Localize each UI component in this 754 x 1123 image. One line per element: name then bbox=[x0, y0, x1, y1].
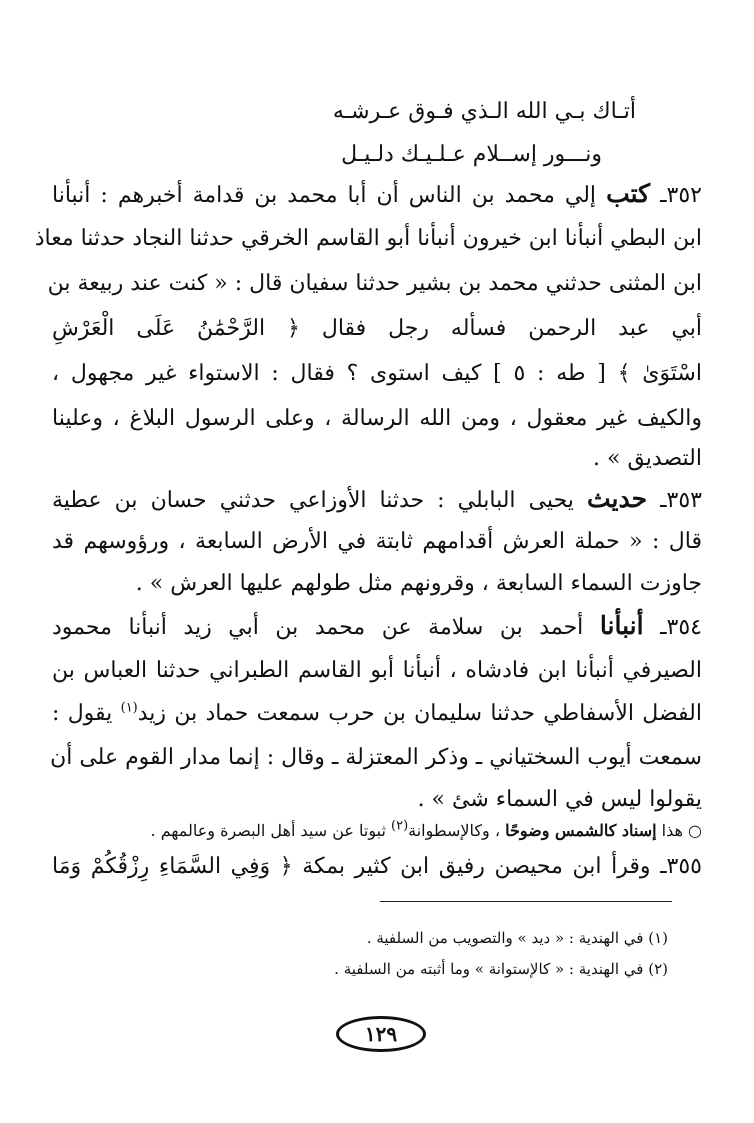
hadith-heading: كتب bbox=[606, 179, 651, 208]
hadith-number: ٣٥٢ـ bbox=[660, 183, 702, 208]
hadith-354-line-3: الفضل الأسفاطي حدثنا سليمان بن حرب سمعت حماد بن زيد$^{(١)}$ يقول : bbox=[52, 700, 702, 726]
hadith-number: ٣٥٤ـ bbox=[660, 615, 702, 640]
hadith-352-line-7: التصديق » . bbox=[593, 446, 702, 471]
hadith-number: ٣٥٣ـ bbox=[660, 488, 702, 513]
footnote-1: (١) في الهندية : « ديد » والتصويب من السلفية . bbox=[366, 929, 668, 947]
hadith-354-line-1: ٣٥٤ـ أنبأنا أحمد بن سلامة عن محمد بن أبي زيد أنبأنا محمود bbox=[52, 611, 702, 640]
footnote-divider bbox=[380, 901, 672, 902]
hadith-352-line-4: أبي عبد الرحمن فسأله رجل فقال ﴿ الرَّحْمَٰنُ عَلَى الْعَرْشِ bbox=[52, 316, 702, 341]
hadith-354-line-2: الصيرفي أنبأنا ابن فادشاه ، أنبأنا أبو القاسم الطبراني حدثنا العباس بن bbox=[52, 658, 702, 683]
hadith-352-line-1: ٣٥٢ـ كتب إلي محمد بن الناس أن أبا محمد بن قدامة أخبرهم : أنبأنا bbox=[52, 179, 702, 208]
hadith-352-line-5: اسْتَوَىٰ ﴾ [ طه : ٥ ] كيف استوى ؟ فقال : الاستواء غير مجهول ، bbox=[52, 361, 702, 386]
footnote-2: (٢) في الهندية : « كالإستوانة » وما أثبته من السلفية . bbox=[334, 960, 668, 978]
note-bold: إسناد كالشمس وضوحًا bbox=[505, 821, 657, 840]
verse-line-1: أتـاك بـي الله الـذي فـوق عـرشـه bbox=[332, 99, 636, 124]
hadith-heading: حديث bbox=[586, 484, 648, 513]
hadith-353-line-1: ٣٥٣ـ حديث يحيى البابلي : حدثنا الأوزاعي حدثني حسان بن عطية bbox=[52, 484, 702, 513]
hadith-354-line-5: يقولوا ليس في السماء شئ » . bbox=[417, 787, 702, 812]
footnote-ref-2: (٢) bbox=[391, 818, 409, 834]
page-number: ١٢٩ bbox=[336, 1016, 426, 1052]
footnote-ref-1: (١) bbox=[120, 700, 138, 716]
hadith-353-line-2: قال : « حملة العرش أقدامهم ثابتة في الأرض السابعة ، ورؤوسهم قد bbox=[52, 529, 702, 554]
hadith-355-line-1: ٣٥٥ـ وقرأ ابن محيصن رفيق ابن كثير بمكة ﴿ وَفِي السَّمَاءِ رِزْقُكُمْ وَمَا bbox=[52, 854, 702, 879]
hadith-352-line-2: ابن البطي أنبأنا ابن خيرون أنبأنا أبو القاسم الخرقي حدثنا النجاد حدثنا معاذ bbox=[34, 226, 702, 251]
commentary-note: ○ هذا إسناد كالشمس وضوحًا ، وكالإسطوانة$^{(٢)}$ ثبوتا عن سيد أهل البصرة وعالمهم . bbox=[150, 818, 702, 840]
hadith-354-line-4: سمعت أيوب السختياني ـ وذكر المعتزلة ـ وقال : إنما مدار القوم على أن bbox=[50, 745, 702, 770]
hadith-352-line-3: ابن المثنى حدثني محمد بن بشير حدثنا سفيان قال : « كنت عند ربيعة بن bbox=[47, 271, 702, 296]
verse-line-2: ونـــور إســلام عـلـيـك دلـيـل bbox=[341, 142, 602, 167]
hadith-heading: أنبأنا bbox=[599, 611, 644, 640]
note-bullet: ○ bbox=[688, 821, 702, 840]
hadith-353-line-3: جاوزت السماء السابعة ، وقرونهم مثل طولهم عليها العرش » . bbox=[135, 571, 702, 596]
hadith-352-line-6: والكيف غير معقول ، ومن الله الرسالة ، وعلى الرسول البلاغ ، وعلينا bbox=[52, 406, 702, 431]
